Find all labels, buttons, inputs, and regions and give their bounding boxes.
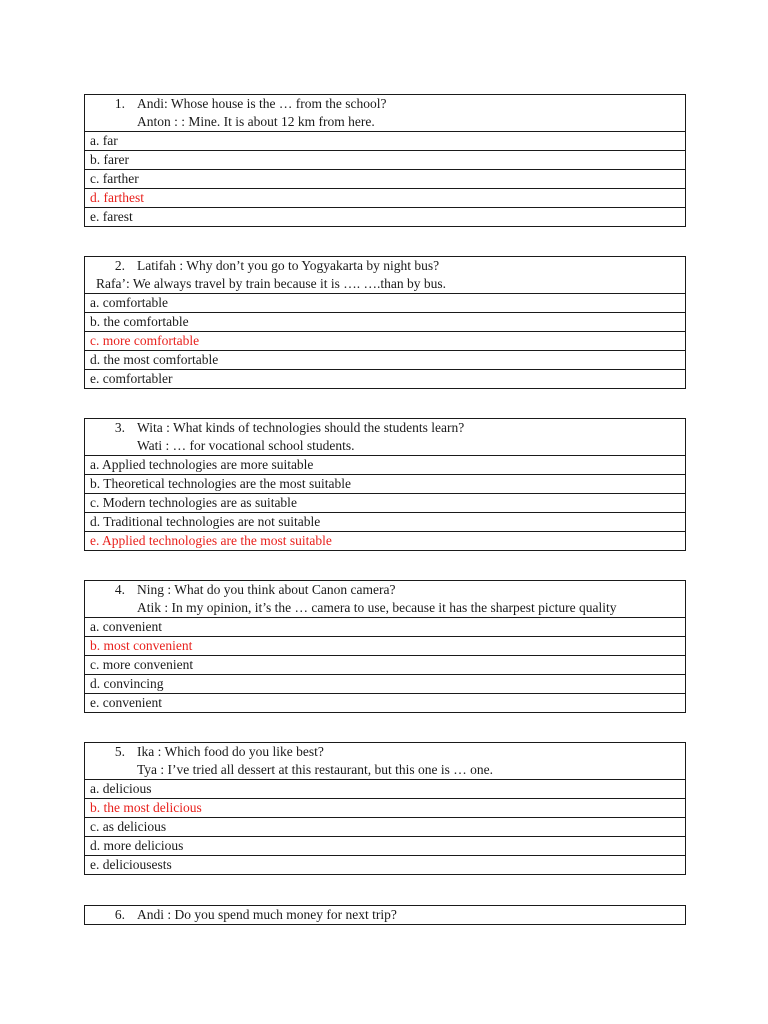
question-line-2: Tya : I’ve tried all dessert at this restaurant, but this one is … one. [137, 762, 493, 777]
option-c: c. more convenient [85, 655, 685, 674]
option-d: d. the most comfortable [85, 350, 685, 369]
option-e: e. comfortabler [85, 369, 685, 388]
option-b-correct: b. most convenient [85, 636, 685, 655]
question-2 [84, 256, 686, 389]
option-d: d. convincing [85, 674, 685, 693]
option-c: c. farther [85, 169, 685, 188]
question-line-1: Andi : Do you spend much money for next trip? [137, 907, 397, 922]
option-d-correct: d. farthest [85, 188, 685, 207]
question-line-1: Latifah : Why don’t you go to Yogyakarta by night bus? [137, 258, 440, 273]
option-b: b. Theoretical technologies are the most suitable [85, 474, 685, 493]
question-number: 4. [114, 582, 125, 597]
option-d: d. Traditional technologies are not suitable [85, 512, 685, 531]
option-a: a. far [85, 131, 685, 150]
question-line-2: Anton : : Mine. It is about 12 km from here. [137, 114, 375, 129]
option-a: a. convenient [85, 617, 685, 636]
question-line-1: Wita : What kinds of technologies should the students learn? [137, 420, 465, 435]
option-b-correct: b. the most delicious [85, 798, 685, 817]
option-c-correct: c. more comfortable [85, 331, 685, 350]
option-b: b. the comfortable [85, 312, 685, 331]
question-number: 5. [114, 744, 125, 759]
option-e: e. convenient [85, 693, 685, 712]
question-line-2: Atik : In my opinion, it’s the … camera to use, because it has the sharpest picture quality [137, 600, 617, 615]
question-4 [84, 580, 686, 713]
question-number: 6. [114, 907, 125, 922]
question-line-1: Ika : Which food do you like best? [137, 744, 324, 759]
option-d: d. more delicious [85, 836, 685, 855]
question-6 [84, 905, 686, 925]
question-stem [85, 743, 685, 779]
question-line-2: Rafa’: We always travel by train because it is …. ….than by bus. [96, 276, 446, 291]
question-1 [84, 94, 686, 227]
question-number: 2. [114, 258, 125, 273]
option-a: a. comfortable [85, 293, 685, 312]
question-line-1: Andi: Whose house is the … from the school? [137, 96, 387, 111]
option-b: b. farer [85, 150, 685, 169]
question-stem [85, 419, 685, 455]
option-e: e. deliciousests [85, 855, 685, 874]
question-stem [85, 257, 685, 293]
option-a: a. delicious [85, 779, 685, 798]
question-stem [85, 906, 685, 924]
question-line-2: Wati : … for vocational school students. [137, 438, 355, 453]
question-3 [84, 418, 686, 551]
question-stem [85, 581, 685, 617]
question-stem [85, 95, 685, 131]
question-5 [84, 742, 686, 875]
option-e: e. farest [85, 207, 685, 226]
question-number: 1. [114, 96, 125, 111]
question-number: 3. [114, 420, 125, 435]
option-a: a. Applied technologies are more suitable [85, 455, 685, 474]
option-c: c. Modern technologies are as suitable [85, 493, 685, 512]
option-c: c. as delicious [85, 817, 685, 836]
question-line-1: Ning : What do you think about Canon camera? [137, 582, 396, 597]
option-e-correct: e. Applied technologies are the most suitable [85, 531, 685, 550]
